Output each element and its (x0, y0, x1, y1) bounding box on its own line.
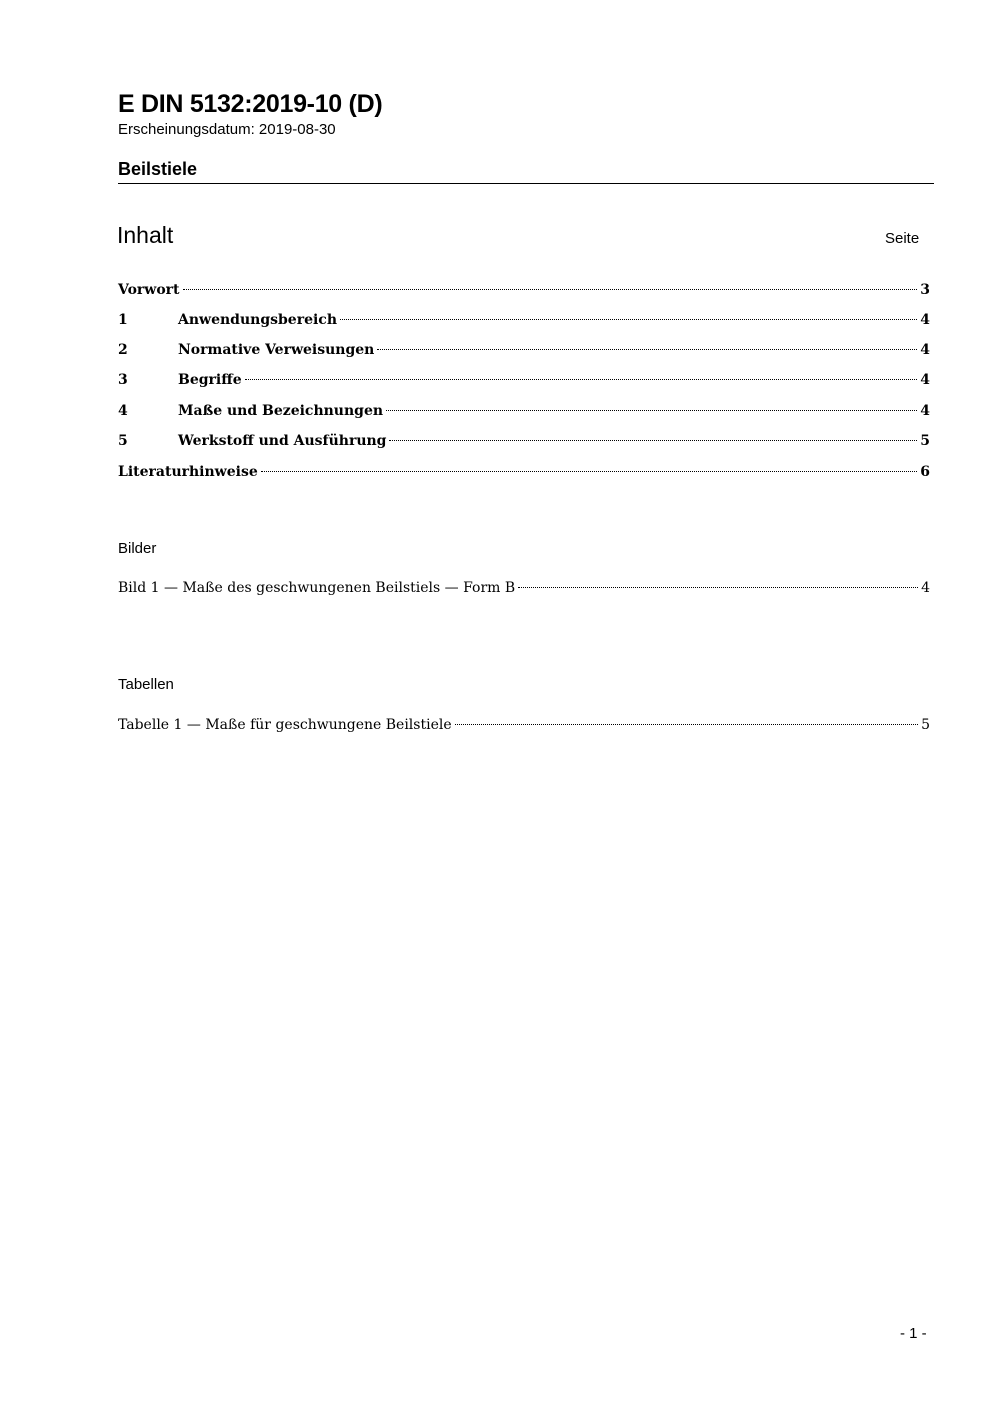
toc-entry-number: 3 (118, 372, 128, 388)
toc-heading: Inhalt (117, 222, 174, 248)
dot-leader (377, 349, 917, 350)
figure-entry[interactable] (118, 578, 930, 598)
dot-leader (386, 410, 917, 411)
toc-entry-werkstoff-und-ausfuehrung[interactable] (118, 431, 930, 451)
figure-entry-title: Bild 1 — Maße des geschwungenen Beilstiels — Form B (118, 580, 516, 596)
toc-entry-anwendungsbereich[interactable] (118, 310, 930, 330)
toc-entry-title: Maße und Bezeichnungen (178, 403, 384, 419)
page-number: - 1 - (900, 1325, 927, 1342)
toc-entry-number: 2 (118, 342, 128, 358)
dot-leader (261, 471, 918, 472)
table-entry[interactable] (118, 715, 930, 735)
toc-entry-page: 4 (920, 403, 930, 419)
toc-entry-page: 3 (920, 282, 930, 298)
toc-entry-page: 4 (920, 372, 930, 388)
toc-entry-literaturhinweise[interactable] (118, 462, 930, 482)
title-divider (118, 183, 934, 184)
toc-entry-number: 5 (118, 433, 128, 449)
toc-entry-title: Anwendungsbereich (178, 312, 337, 328)
document-title: Beilstiele (118, 159, 198, 179)
toc-entry-number: 4 (118, 403, 128, 419)
dot-leader (389, 440, 917, 441)
toc-entry-page: 4 (920, 312, 930, 328)
toc-entry-page: 6 (920, 464, 930, 480)
toc-entry-number: 1 (118, 312, 128, 328)
document-id: E DIN 5132:2019-10 (D) (118, 90, 383, 118)
toc-entry-begriffe[interactable] (118, 370, 930, 390)
figures-heading: Bilder (118, 540, 157, 557)
toc-entry-title: Werkstoff und Ausführung (178, 433, 387, 449)
dot-leader (455, 724, 918, 725)
dot-leader (518, 587, 918, 588)
dot-leader (340, 319, 917, 320)
table-entry-page: 5 (921, 717, 930, 733)
toc-entry-page: 4 (920, 342, 930, 358)
table-entry-title: Tabelle 1 — Maße für geschwungene Beilstiele (118, 717, 452, 733)
figure-entry-page: 4 (921, 580, 930, 596)
toc-entry-page: 5 (920, 433, 930, 449)
toc-entry-normative-verweisungen[interactable] (118, 340, 930, 360)
dot-leader (245, 379, 918, 380)
tables-heading: Tabellen (118, 676, 174, 693)
publication-date: Erscheinungsdatum: 2019-08-30 (118, 121, 336, 138)
toc-entry-vorwort[interactable] (118, 280, 930, 300)
toc-entry-title: Begriffe (178, 372, 242, 388)
toc-entry-title: Normative Verweisungen (178, 342, 375, 358)
dot-leader (183, 289, 918, 290)
toc-entry-masse-und-bezeichnungen[interactable] (118, 401, 930, 421)
toc-entry-title: Vorwort (118, 282, 180, 298)
toc-entry-title: Literaturhinweise (118, 464, 258, 480)
page-column-label: Seite (885, 230, 920, 247)
